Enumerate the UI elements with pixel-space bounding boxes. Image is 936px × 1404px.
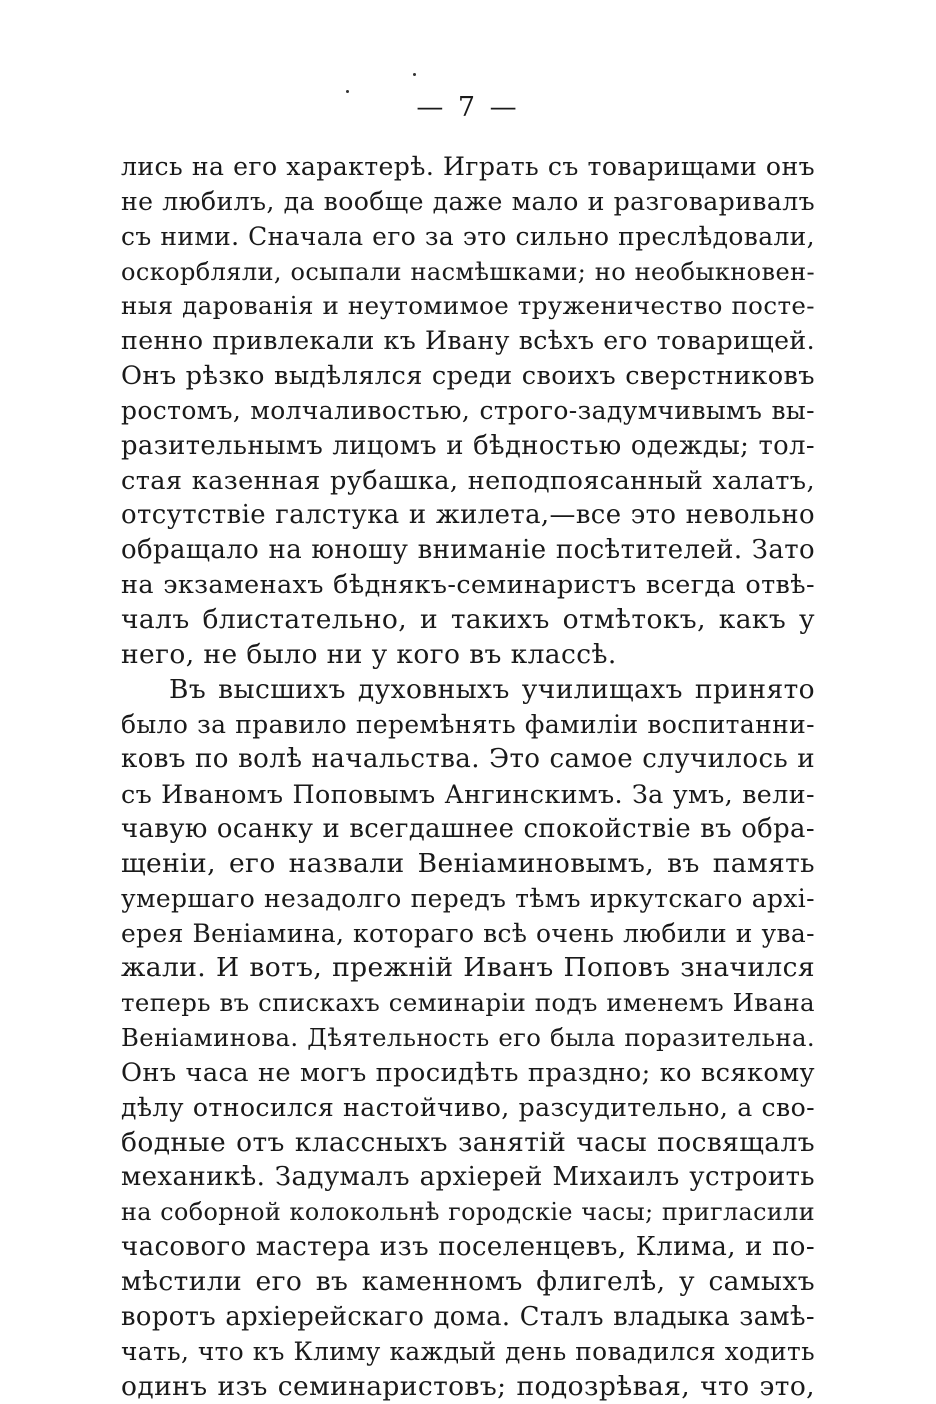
text-line: ныя дарованія и неутомимое труженичество посте- (121, 291, 815, 321)
text-line: Онъ часа не могъ просидѣть праздно; ко всякому (121, 1057, 815, 1088)
text-line: чалъ блистательно, и такихъ отмѣтокъ, какъ у (121, 603, 815, 635)
text-line: съ Иваномъ Поповымъ Ангинскимъ. За умъ, вели- (121, 779, 815, 810)
text-line: на соборной колокольнѣ городскіе часы; пригласили (121, 1198, 815, 1227)
text-line: чавую осанку и всегдашнее спокойствіе въ обра- (121, 814, 815, 845)
text-line: дѣлу относился настойчиво, разсудительно, а сво- (121, 1092, 815, 1122)
text-line: мѣстили его въ каменномъ флигелѣ, у самыхъ (121, 1266, 815, 1297)
text-line: разительнымъ лицомъ и бѣдностью одежды; тол- (121, 430, 815, 461)
text-line: воротъ архіерейскаго дома. Сталъ владыка замѣ- (121, 1301, 815, 1332)
text-line: стая казенная рубашка, неподпоясанный халатъ, (121, 465, 815, 496)
text-line: оскорбляли, осыпали насмѣшками; но необыкновен- (121, 257, 815, 286)
text-line: обращало на юношу вниманіе посѣтителей. Зато (121, 535, 815, 566)
text-line: ерея Веніамина, котораго всѣ очень любили и ува- (121, 918, 815, 948)
text-line: на экзаменахъ бѣднякъ-семинаристъ всегда отвѣ- (121, 570, 815, 601)
text-line: теперь въ спискахъ семинаріи подъ именемъ Ивана (121, 988, 815, 1018)
text-line: Онъ рѣзко выдѣлялся среди своихъ сверстниковъ (121, 361, 815, 392)
paragraph-start-line: Въ высшихъ духовныхъ училищахъ принято (169, 673, 815, 705)
text-line: съ ними. Сначала его за это сильно преслѣдовали, (121, 221, 815, 251)
text-line: Веніаминова. Дѣятельность его была поразительна. (121, 1023, 815, 1053)
text-line: механикѣ. Задумалъ архіерей Михаилъ устроить (121, 1162, 815, 1193)
text-line: отсутствіе галстука и жилета,—все это невольно (121, 500, 815, 531)
text-line: бодные отъ классныхъ занятій часы посвящалъ (121, 1126, 815, 1158)
text-line: него, не было ни у кого въ классѣ. (121, 638, 617, 670)
print-speck (413, 73, 416, 76)
text-line: одинъ изъ семинаристовъ; подозрѣвая, что это, (121, 1370, 815, 1402)
text-line: пенно привлекали къ Ивану всѣхъ его товарищей. (121, 326, 815, 356)
text-line: ростомъ, молчаливостью, строго-задумчивымъ вы- (121, 395, 815, 425)
text-line: ковъ по волѣ начальства. Это самое случилось и (121, 744, 815, 775)
text-line: умершаго незадолго передъ тѣмъ иркутскаго архі- (121, 883, 815, 913)
text-line: чать, что къ Климу каждый день повадился ходить (121, 1336, 815, 1366)
text-line: было за правило перемѣнять фамиліи воспитанни- (121, 709, 815, 739)
text-line: лись на его характерѣ. Играть съ товарищами онъ (121, 152, 815, 181)
text-line: жали. И вотъ, прежній Иванъ Поповъ значился (121, 952, 815, 984)
page-number: — 7 — (416, 92, 520, 123)
text-line: щеніи, его назвали Веніаминовымъ, въ память (121, 847, 815, 879)
text-line: часового мастера изъ поселенцевъ, Клима, и по- (121, 1232, 815, 1263)
text-line: не любилъ, да вообще даже мало и разговаривалъ (121, 186, 815, 216)
body-text (121, 150, 815, 1404)
